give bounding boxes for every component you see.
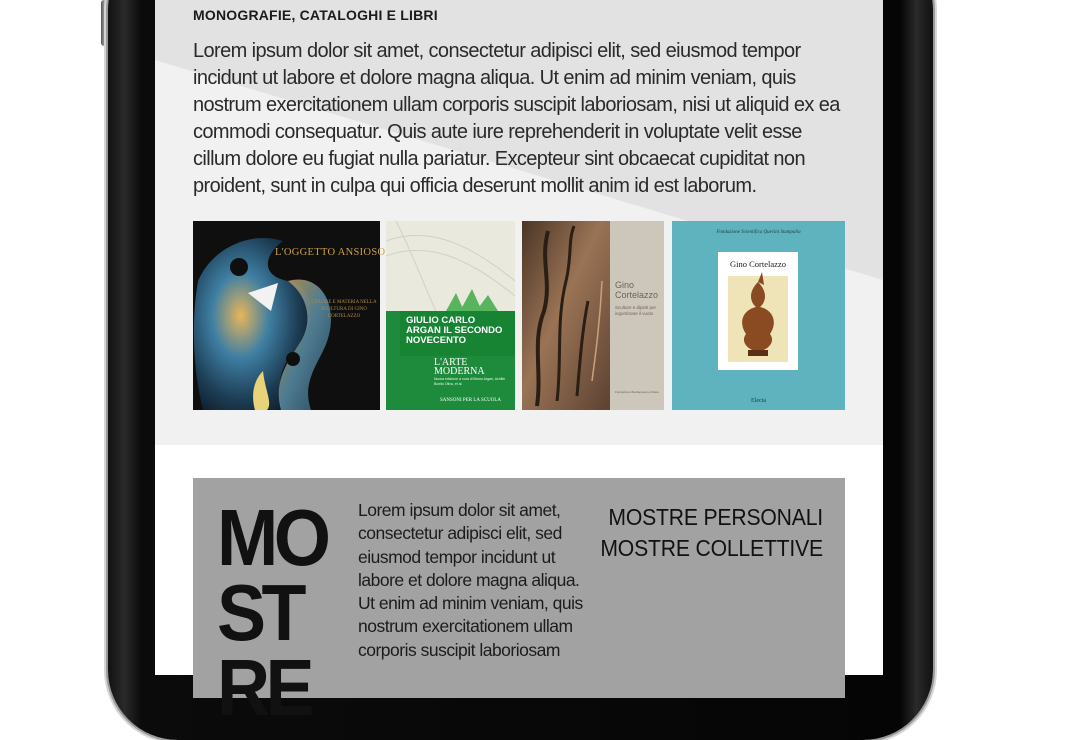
book-publisher: SANSONI PER LA SCUOLA (440, 398, 501, 403)
mostre-title: MOSTRE (217, 493, 327, 732)
book-title: L'OGGETTO ANSIOSO (275, 247, 386, 258)
book-title-card (718, 252, 798, 370)
book-publisher: Electa (751, 398, 766, 404)
book-cover-oggetto-ansioso[interactable] (193, 221, 386, 410)
mostre-collettive-link[interactable]: MOSTRE COLLETTIVE (600, 535, 823, 561)
book-cover-cortelazzo-electa[interactable] (672, 221, 845, 410)
book-cover-arte-moderna[interactable] (386, 221, 515, 410)
book-footer: Fondazione Bevilacqua La Masa (615, 390, 659, 394)
book-title: GIULIO CARLO ARGAN IL SECONDO NOVECENTO (406, 315, 503, 346)
books-section (155, 0, 883, 445)
section-heading: MONOGRAFIE, CATALOGHI E LIBRI (193, 7, 438, 23)
book-subtitle: COLORE E MATERIA NELLA SCULTURA DI GINO CORTELAZZO (311, 300, 377, 319)
book-series: L'ARTE MODERNA (434, 357, 485, 377)
mostre-body-text: Lorem ipsum dolor sit amet, consectetur adipisci elit, sed eiusmod tempor incidunt ut labore et dolore magna aliqua. Ut enim ad minim veniam, quis nostrum exercitationem ullam corporis suscipit laboriosam (358, 500, 583, 660)
section-body-text: Lorem ipsum dolor sit amet, consectetur adipisci elit, sed eiusmod tempor incidunt ut labore et dolore magna aliqua. Ut enim ad minim veniam, quis nostrum exercitationem ullam corporis suscipit laboriosam, nisi ut aliquid ex ea commodi consequatur. Quis aute iure reprehenderit in voluptate velit esse cillum dolore eu fugiat nulla pariatur. Excepteur sint obcaecat cupiditat non proident, sunt in culpa qui officia deserunt mollit anim id est laborum. (193, 40, 840, 197)
phone-screen[interactable] (155, 0, 883, 732)
book-author: Gino Cortelazzo (615, 280, 659, 300)
book-top-text: Fondazione Scientifica Querini Stampalia (716, 230, 801, 235)
book-small-text: Nuova edizione a cura di Bruno Argan, Achille Bonito Oliva, et al. (434, 377, 506, 386)
mostre-section (193, 478, 845, 732)
book-cover-cortelazzo-bronze[interactable] (522, 221, 664, 410)
book-author: Gino Cortelazzo (730, 259, 786, 269)
mostre-links (581, 502, 823, 564)
mostre-personali-link[interactable]: MOSTRE PERSONALI (608, 504, 823, 530)
book-subtitle: Sculture e dipinti per ingombrare il vuoto (615, 305, 657, 316)
sculpture-image (718, 252, 798, 370)
